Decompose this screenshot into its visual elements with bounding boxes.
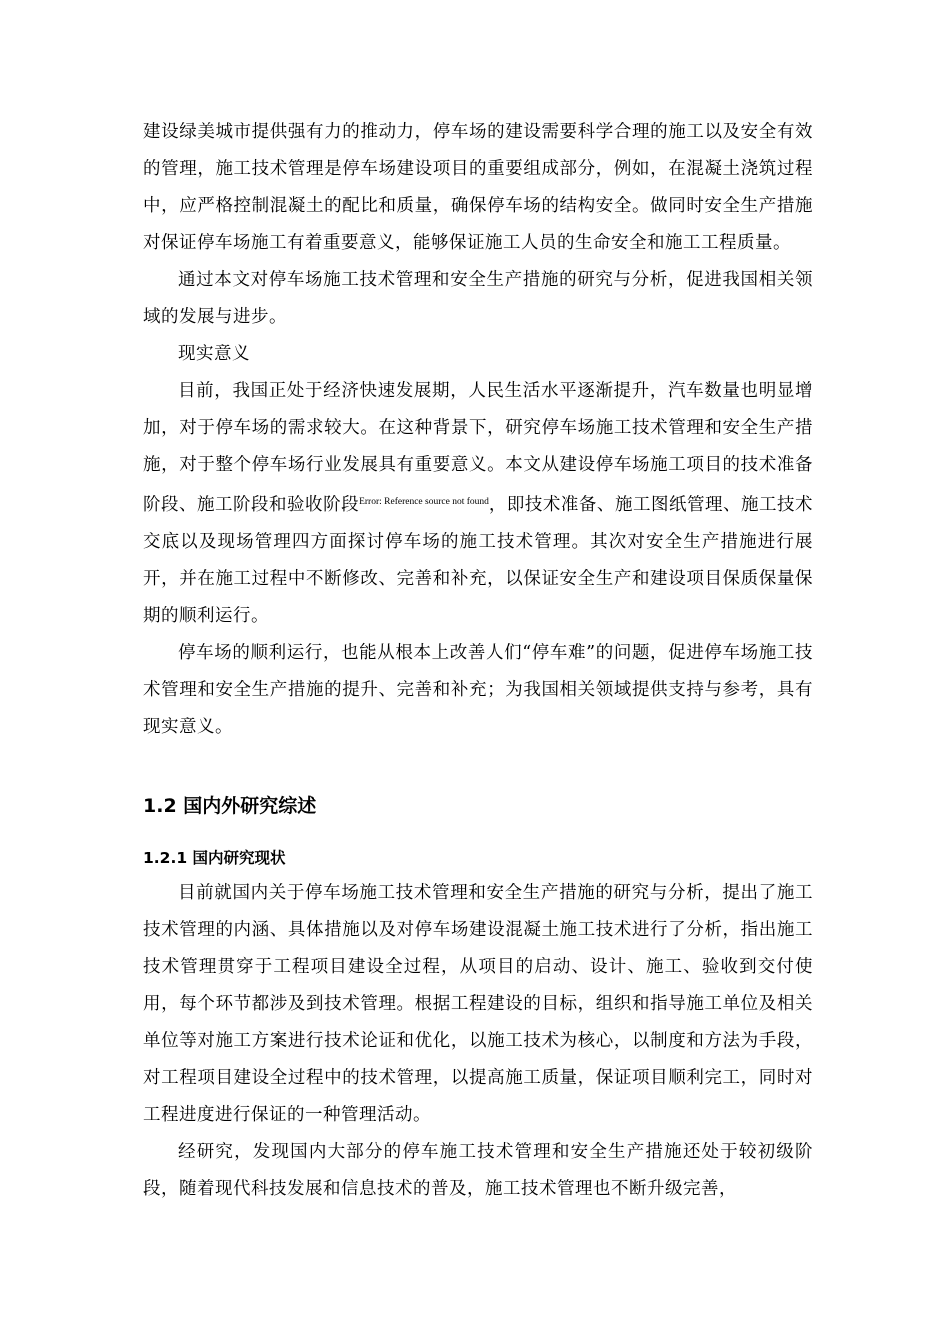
paragraph-intro-2: 通过本文对停车场施工技术管理和安全生产措施的研究与分析，促进我国相关领域的发展与进步。 bbox=[143, 270, 813, 327]
paragraph-text-part-a: 目前，我国正处于经济快速发展期，人民生活水平逐渐提升，汽车数量也明显增加，对于停车场的需求较大。在这种背景下，研究停车场施工技术管理和安全生产措施，对于整个停车场行业发展具有重要意义。本文从建设停车场施工项目的技术准备阶段、施工阶段和验收阶段 bbox=[143, 381, 813, 515]
intro-section bbox=[143, 114, 813, 746]
reference-error-note: Error: Reference source not found bbox=[359, 497, 489, 507]
paragraph-intro-5: 停车场的顺利运行，也能从根本上改善人们“停车难”的问题，促进停车场施工技术管理和安全生产措施的提升、完善和补充；为我国相关领域提供支持与参考，具有现实意义。 bbox=[143, 643, 813, 737]
paragraph-intro-1: 建设绿美城市提供强有力的推动力，停车场的建设需要科学合理的施工以及安全有效的管理，施工技术管理是停车场建设项目的重要组成部分，例如，在混凝土浇筑过程中，应严格控制混凝土的配比和质量，确保停车场的结构安全。做同时安全生产措施对保证停车场施工有着重要意义，能够保证施工人员的生命安全和施工工程质量。 bbox=[143, 122, 813, 253]
section-heading-3: 1.2.1 国内研究现状 bbox=[143, 849, 286, 867]
paragraph-text-part-b: ，即技术准备、施工图纸管理、施工技术交底以及现场管理四方面探讨停车场的施工技术管理。其次对安全生产措施进行展开，并在施工过程中不断修改、完善和补充，以保证安全生产和建设项目保质保量保期的顺利运行。 bbox=[143, 495, 814, 626]
domestic-research-section bbox=[143, 875, 813, 1208]
paragraph-practical-significance bbox=[143, 373, 813, 635]
paragraph-domestic-1: 目前就国内关于停车场施工技术管理和安全生产措施的研究与分析，提出了施工技术管理的内涵、具体措施以及对停车场建设混凝土施工技术进行了分析，指出施工技术管理贯穿于工程项目建设全过程，从项目的启动、设计、施工、验收到交付使用，每个环节都涉及到技术管理。根据工程建设的目标，组织和指导施工单位及相关单位等对施工方案进行技术论证和优化，以施工技术为核心，以制度和方法为手段，对工程项目建设全过程中的技术管理，以提高施工质量，保证项目顺利完工，同时对工程进度进行保证的一种管理活动。 bbox=[143, 883, 813, 1125]
section-heading-2: 1.2 国内外研究综述 bbox=[143, 795, 317, 817]
paragraph-practical-significance-label: 现实意义 bbox=[178, 344, 250, 364]
paragraph-domestic-2: 经研究，发现国内大部分的停车施工技术管理和安全生产措施还处于较初级阶段，随着现代科技发展和信息技术的普及，施工技术管理也不断升级完善， bbox=[143, 1142, 813, 1199]
